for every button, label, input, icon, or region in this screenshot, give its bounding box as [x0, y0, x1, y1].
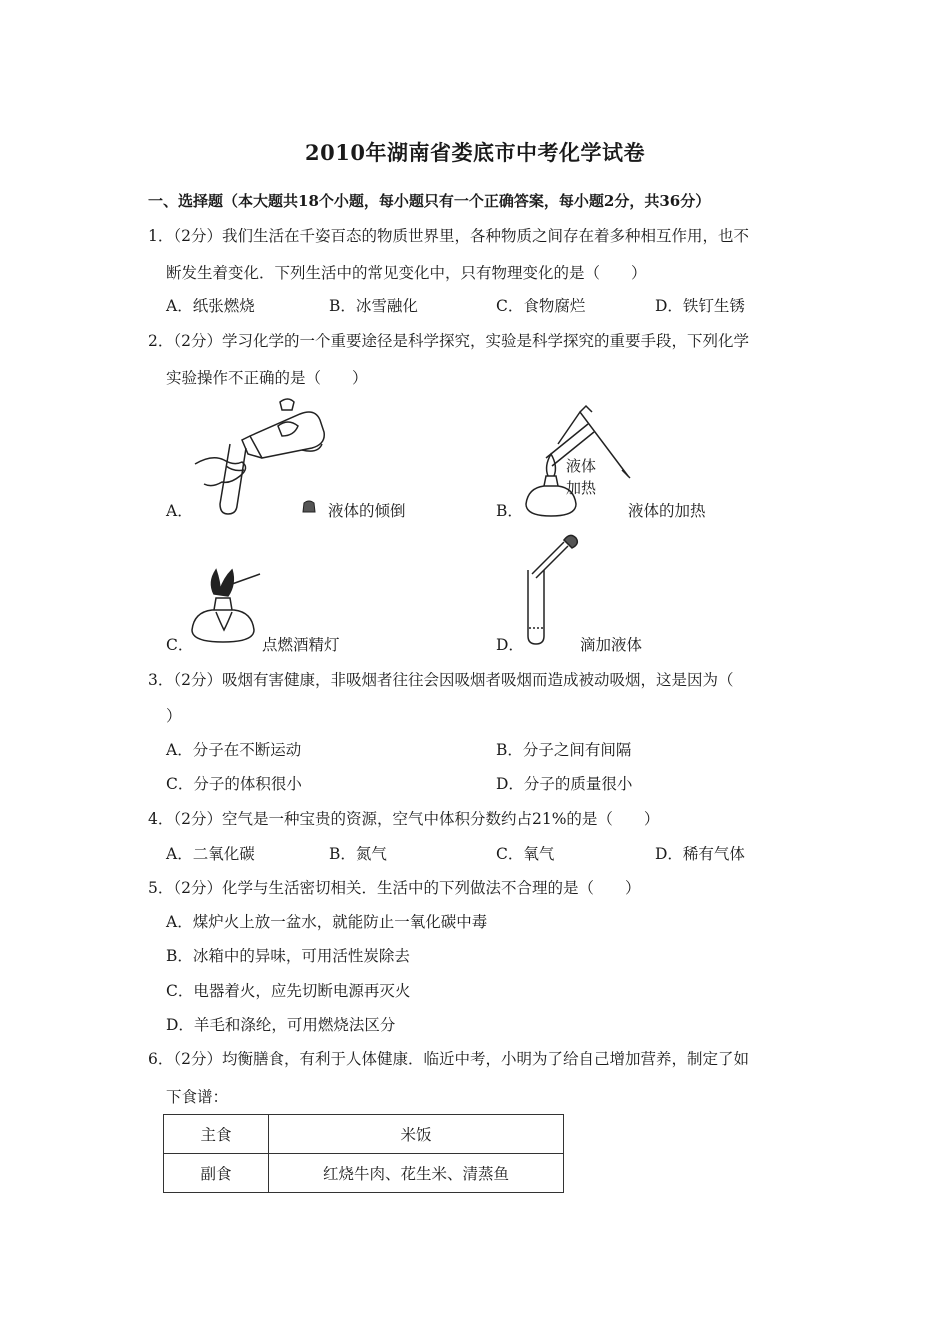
q1-stem-line2: 断发生着变化．下列生活中的常见变化中，只有物理变化的是（ ） — [166, 264, 647, 282]
q3-option-c: C．分子的体积很小 — [166, 775, 302, 793]
q2-option-c-label: C． — [166, 636, 194, 654]
q5-option-b: B．冰箱中的异味，可用活性炭除去 — [166, 947, 410, 965]
q2-option-b-caption: 液体的加热 — [628, 502, 706, 520]
q1-option-b: B．冰雪融化 — [329, 297, 418, 315]
q6-stem-line2: 下食谱： — [166, 1088, 229, 1106]
q2-b-inner-label-2: 加热 — [566, 479, 597, 497]
lighting-lamp-figure — [186, 560, 266, 646]
table-cell: 米饭 — [269, 1115, 564, 1154]
table-cell: 副食 — [164, 1154, 269, 1193]
q5-option-d: D．羊毛和涤纶，可用燃烧法区分 — [166, 1016, 396, 1034]
q1-option-a: A．纸张燃烧 — [166, 297, 255, 315]
section-heading: 一、选择题（本大题共18个小题，每小题只有一个正确答案，每小题2分，共36分） — [148, 192, 711, 210]
q4-option-c: C．氧气 — [496, 845, 555, 863]
table-cell: 红烧牛肉、花生米、清蒸鱼 — [269, 1154, 564, 1193]
q4-option-b: B．氮气 — [329, 845, 387, 863]
q2-option-d-label: D． — [496, 636, 524, 654]
q4-option-a: A．二氧化碳 — [166, 845, 255, 863]
q1-option-d: D．铁钉生锈 — [655, 297, 745, 315]
q2-stem-line2: 实验操作不正确的是（ ） — [166, 369, 368, 387]
q2-option-c-caption: 点燃酒精灯 — [262, 636, 340, 654]
q6-stem-line1: 6．（2分）均衡膳食，有利于人体健康．临近中考，小明为了给自己增加营养，制定了如 — [148, 1050, 749, 1068]
q2-option-d-caption: 滴加液体 — [580, 636, 643, 654]
q2-option-b-label: B． — [496, 502, 523, 520]
q5-option-c: C．电器着火，应先切断电源再灭火 — [166, 982, 411, 1000]
q2-option-a-caption: 液体的倾倒 — [328, 502, 406, 520]
q3-stem-line1: 3．（2分）吸烟有害健康，非吸烟者往往会因吸烟者吸烟而造成被动吸烟，这是因为（ — [148, 671, 734, 689]
q5-stem-line1: 5．（2分）化学与生活密切相关．生活中的下列做法不合理的是（ ） — [148, 879, 641, 897]
stopper-icon — [300, 498, 318, 514]
table-row — [164, 1115, 564, 1154]
q1-stem-line1: 1．（2分）我们生活在千姿百态的物质世界里，各种物质之间存在着多种相互作用，也不 — [148, 227, 749, 245]
q3-option-d: D．分子的质量很小 — [496, 775, 633, 793]
q4-option-d: D．稀有气体 — [655, 845, 745, 863]
dropping-liquid-figure — [518, 532, 582, 648]
q4-stem-line1: 4．（2分）空气是一种宝贵的资源，空气中体积分数约占21%的是（ ） — [148, 810, 660, 828]
q5-option-a: A．煤炉火上放一盆水，就能防止一氧化碳中毒 — [166, 913, 488, 931]
q2-b-inner-label-1: 液体 — [566, 457, 597, 475]
table-row — [164, 1154, 564, 1193]
table-cell: 主食 — [164, 1115, 269, 1154]
page-title: 2010年湖南省娄底市中考化学试卷 — [305, 140, 645, 165]
q2-option-a-label: A． — [166, 502, 193, 520]
diet-table — [163, 1114, 564, 1193]
q2-stem-line1: 2．（2分）学习化学的一个重要途径是科学探究，实验是科学探究的重要手段，下列化学 — [148, 332, 749, 350]
q1-option-c: C．食物腐烂 — [496, 297, 586, 315]
q3-option-a: A．分子在不断运动 — [166, 741, 302, 759]
q3-stem-line2: ） — [166, 707, 182, 725]
q3-option-b: B．分子之间有间隔 — [496, 741, 632, 759]
